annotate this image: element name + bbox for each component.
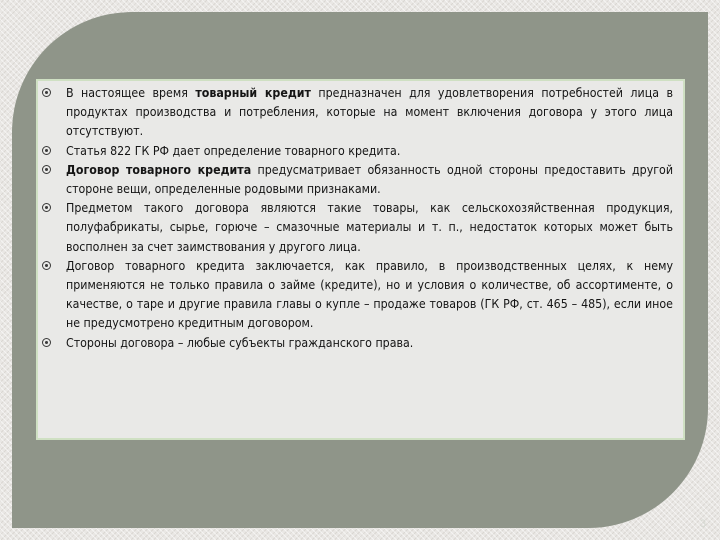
bullet-item (66, 161, 673, 199)
bullet-circle-icon (42, 338, 51, 347)
bullet-text: Стороны договора – любые субъекты гражданского права. (66, 335, 414, 350)
bullet-circle-icon (42, 165, 51, 174)
bullet-text: предназначен для удовлетворения потребностей лица в продуктах производства и потребления, которые на момент включения договора у этого лица отсутствуют. (66, 86, 673, 139)
bullet-circle-icon (42, 88, 51, 97)
bullet-circle-icon (42, 261, 51, 270)
bullet-list (38, 81, 683, 353)
bullet-term: Договор товарного кредита (66, 162, 252, 177)
bullet-item (66, 199, 673, 257)
page-number: 3 (699, 518, 706, 530)
bullet-text: предусматривает обязанность одной стороны предоставить другой стороне вещи, определенные родовыми признаками. (66, 162, 674, 197)
bullet-circle-icon (42, 203, 51, 212)
content-box (36, 79, 685, 440)
bullet-item (66, 334, 673, 353)
bullet-item (66, 257, 673, 334)
bullet-item (66, 142, 673, 161)
bullet-text: Предметом такого договора являются такие товары, как сельскохозяйственная продукция, полуфабрикаты, сырье, горюче – смазочные материалы и т. п., недостаток которых может быть восполнен за счет заимствования у другого лица. (66, 201, 673, 254)
bullet-text: Договор товарного кредита заключается, как правило, в производственных целях, к нему применяются не только правила о займе (кредите), но и условия о количестве, об ассортименте, о качестве, о таре и другие правила главы о купле – продаже товаров (ГК РФ, ст. 465 – 485), если иное не предусмотрено кредитным договором. (66, 258, 673, 331)
bullet-text: В настоящее время (66, 86, 196, 100)
bullet-circle-icon (42, 146, 51, 155)
bullet-item (66, 84, 673, 142)
bullet-term: товарный кредит (195, 86, 311, 100)
bullet-text: Статья 822 ГК РФ дает определение товарного кредита. (66, 143, 401, 158)
